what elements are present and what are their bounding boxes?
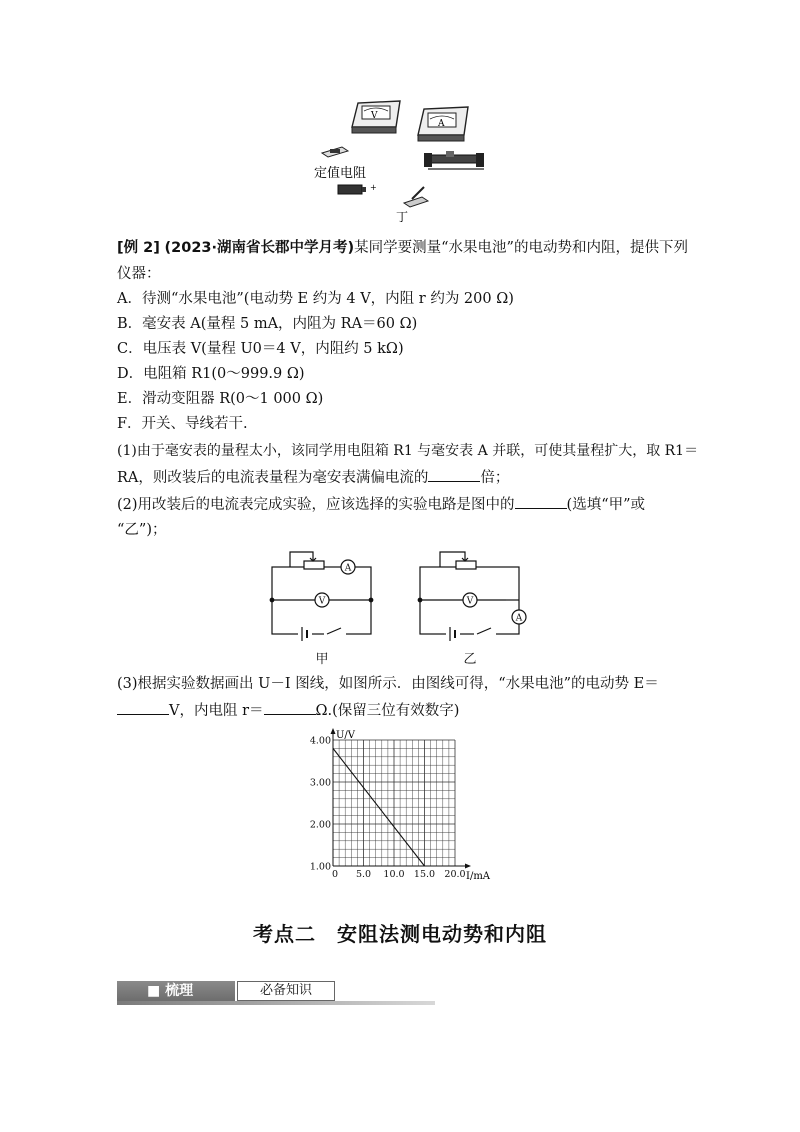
ammeter-symbol-yi: A [515,613,523,624]
tag-dark [117,981,235,1001]
question-3-line-2b: Ω.(保留三位有效数字) [315,703,460,719]
fixed-resistor-drawing [322,147,348,157]
circuit-diagrams [260,545,550,670]
answer-blank-3[interactable] [117,700,169,715]
resistor-label: 定值电阻 [314,166,367,181]
option-f: F．开关、导线若干. [117,416,248,432]
option-d: D．电阻箱 R1(0～999.9 Ω) [117,366,305,382]
question-2-line-2: “乙”)； [117,522,167,538]
tag-dark-label: ■ 梳理 [147,983,194,999]
switch-drawing [404,187,428,207]
x-tick-label: 0 [331,869,339,880]
voltmeter-symbol: V [371,111,378,121]
rheostat-drawing [424,151,484,169]
figure-label: 丁 [396,210,409,224]
svg-text:+: + [370,183,377,192]
option-e: E．滑动变阻器 R(0～1 000 Ω) [117,391,324,407]
option-a: A．待测“水果电池”(电动势 E 约为 4 V，内阻 r 约为 200 Ω) [117,291,514,307]
answer-blank-1[interactable] [428,467,480,482]
question-1-line-2a: RA，则改装后的电流表量程为毫安表满偏电流的 [117,470,429,486]
section-title: 考点二 安阻法测电动势和内阻 [253,922,547,946]
circuit-label-jia: 甲 [315,652,329,667]
example-intro-2: 仪器： [117,266,161,282]
chart-ylabel: U/V [336,730,356,741]
voltmeter-symbol-yi: V [466,596,474,607]
y-tick-label: 2.00 [309,819,331,831]
voltmeter-symbol-jia: V [318,596,326,607]
ammeter-symbol-jia: A [344,563,352,574]
x-tick-label: 5.0 [355,869,372,880]
x-tick-label: 20.0 [444,869,466,880]
y-tick-label: 4.00 [309,735,331,747]
question-2-line-1a: (2)用改装后的电流表完成实验，应该选择的实验电路是图中的 [117,497,515,513]
y-tick-label: 3.00 [309,777,331,789]
tag-light-label: 必备知识 [237,981,335,1001]
answer-blank-4[interactable] [264,700,316,715]
question-1-line-2b: 倍； [480,470,510,486]
x-axis-arrow [465,864,471,869]
example-intro-1: 某同学要测量“水果电池”的电动势和内阻，提供下列 [354,240,688,256]
option-c: C．电压表 V(量程 U0＝4 V，内阻约 5 kΩ) [117,341,404,357]
chart-axes [331,728,472,869]
option-b: B．毫安表 A(量程 5 mA，内阻为 RA＝60 Ω) [117,316,418,332]
tag-underline [117,1001,435,1005]
x-tick-label: 15.0 [413,869,436,880]
y-tick-label: 1.00 [309,861,331,873]
section-tag-bar [117,981,435,1003]
question-3-line-1: (3)根据实验数据画出 U－I 图线，如图所示．由图线可得，“水果电池”的电动势 E＝ [117,676,659,692]
u-i-chart [300,728,520,888]
circuit-label-yi: 乙 [463,652,477,667]
figure-instruments [300,95,490,225]
answer-blank-2[interactable] [515,494,567,509]
question-2-line-1b: (选填“甲”或 [566,497,646,513]
question-1-line-1: (1)由于毫安表的量程太小，该同学用电阻箱 R1 与毫安表 A 并联，可使其量程扩大，取 R1＝ [117,443,699,459]
example-source: (2023·湖南省长郡中学月考) [164,240,355,256]
battery-drawing [338,183,377,194]
voltmeter-drawing [352,101,400,133]
question-3-line-2a: V，内电阻 r＝ [169,703,264,719]
ammeter-symbol: A [438,119,445,129]
x-tick-label: 10.0 [383,869,405,880]
chart-xlabel: I/mA [466,871,491,882]
ammeter-drawing [418,107,468,141]
y-axis-arrow [331,728,336,734]
example-tag: [例 2] [117,240,160,256]
chart-grid [333,740,455,866]
